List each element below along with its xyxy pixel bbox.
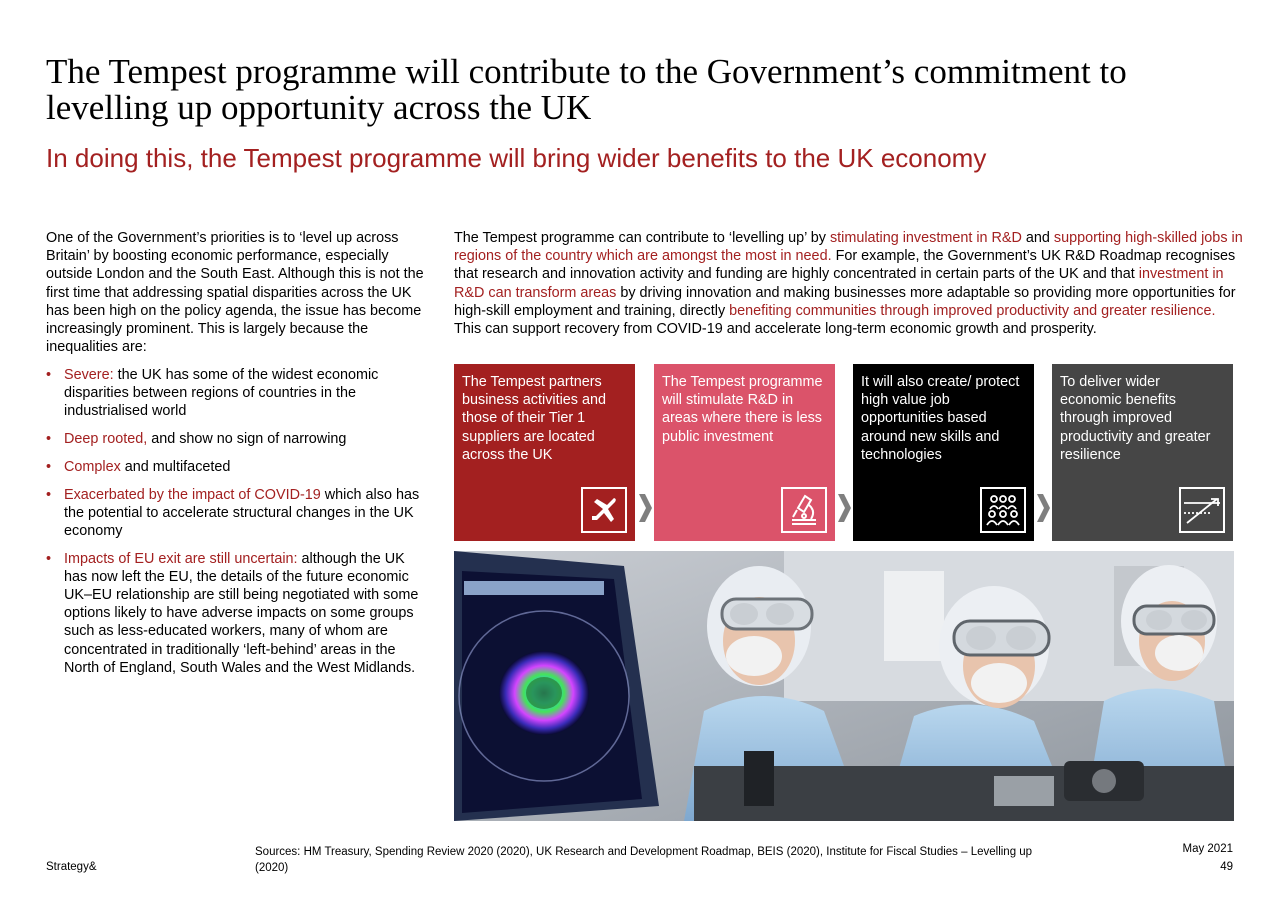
sources-note: Sources: HM Treasury, Spending Review 2020 (2020), UK Research and Development Roadmap, BEIS (2020), Institute for Fiscal Studies – Levelling up (2020): [255, 846, 1033, 874]
intro-paragraph: One of the Government’s priorities is to ‘level up across Britain’ by boosting economic performance, especially outside London and the South East. Although this is not the first time that addressing spatial disparities across the UK has been high on the policy agenda, the issue has become increasingly prominent. This is largely because the inequalities are:: [46, 230, 424, 356]
benefit-box-economy: [1052, 364, 1233, 541]
benefit-box-jobs: [853, 364, 1034, 541]
bullet-text: which also has the potential to accelerate structural changes in the UK economy: [64, 486, 420, 539]
bullet-text: the UK has some of the widest economic disparities between regions of countries in the industrialised world: [64, 367, 379, 420]
page-number: 49: [1220, 861, 1233, 873]
bullet-marker: •: [46, 458, 52, 475]
bullet-marker: •: [46, 431, 52, 448]
paragraph-text: by driving innovation and making businesses more adaptable so providing more opportunities for high-skill employment and training, directly: [454, 284, 1236, 319]
paragraph-text: For example, the Government’s UK R&D Roadmap recognises that research and innovation activity and funding are highly concentrated in certain parts of the UK and that: [454, 248, 1236, 283]
levelling-up-paragraph: [454, 229, 1244, 338]
paragraph-highlight: stimulating investment in R&D: [829, 230, 1022, 246]
paragraph-text: This can support recovery from COVID-19 and accelerate long-term economic growth and prosperity.: [454, 321, 1097, 338]
growth-chart-icon: [1179, 487, 1225, 533]
bullet-highlight: Deep rooted,: [64, 431, 148, 448]
list-item: [46, 430, 426, 448]
airplane-icon: [581, 487, 627, 533]
paragraph-text: and: [1021, 230, 1054, 246]
bullet-text: and multifaceted: [120, 458, 231, 475]
list-item: [46, 366, 426, 421]
box-text: It will also create/ protect high value job opportunities based around new skills and technologies: [861, 374, 1020, 463]
inequalities-list: [46, 366, 426, 687]
microscope-icon: [781, 487, 827, 533]
flow-arrow-icon: [637, 494, 653, 522]
list-item: [46, 550, 426, 677]
bullet-text: although the UK has now left the EU, the details of the future economic UK–EU relationship are still being negotiated with some options likely to have adverse impacts on some groups such as less-educated workers, many of whom are concentrated in traditionally ‘left-behind’ areas in the North of England, South Wales and the West Midlands.: [64, 550, 419, 676]
flow-arrow-icon: [1035, 494, 1051, 522]
page-subtitle: In doing this, the Tempest programme will bring wider benefits to the UK economy: [46, 143, 987, 173]
bullet-text: and show no sign of narrowing: [147, 431, 347, 448]
paragraph-highlight: supporting high-skilled jobs in regions of the country which are amongst the most in need.: [454, 230, 1243, 265]
benefit-box-suppliers: [454, 364, 635, 541]
list-item: [46, 458, 426, 476]
bullet-highlight: Exacerbated by the impact of COVID-19: [64, 486, 321, 503]
bullet-highlight: Impacts of EU exit are still uncertain:: [64, 550, 298, 567]
bullet-marker: •: [46, 367, 52, 383]
paragraph-text: The Tempest programme can contribute to ‘levelling up’ by: [454, 230, 830, 246]
bullet-marker: •: [46, 486, 52, 503]
paragraph-highlight: benefiting communities through improved productivity and greater resilience.: [729, 302, 1216, 319]
bullet-highlight: Severe:: [64, 367, 114, 383]
box-text: The Tempest partners business activities and those of their Tier 1 suppliers are located across the UK: [462, 374, 606, 463]
brand-label: Strategy&: [46, 861, 97, 873]
box-text: The Tempest programme will stimulate R&D in areas where there is less public investment: [662, 374, 823, 445]
flow-arrow-icon: [836, 494, 852, 522]
laboratory-photo: [454, 551, 1234, 821]
paragraph-highlight: investment in R&D can transform areas: [454, 266, 1224, 301]
list-item: [46, 486, 426, 541]
box-text: To deliver wider economic benefits through improved productivity and greater resilience: [1060, 374, 1211, 463]
bullet-highlight: Complex: [64, 458, 121, 475]
people-icon: [980, 487, 1026, 533]
benefit-box-rd: [654, 364, 835, 541]
date-label: May 2021: [1182, 843, 1233, 855]
bullet-marker: •: [46, 550, 52, 567]
page-title: The Tempest programme will contribute to the Government’s commitment to levelling up opportunity across the UK: [46, 52, 1127, 127]
